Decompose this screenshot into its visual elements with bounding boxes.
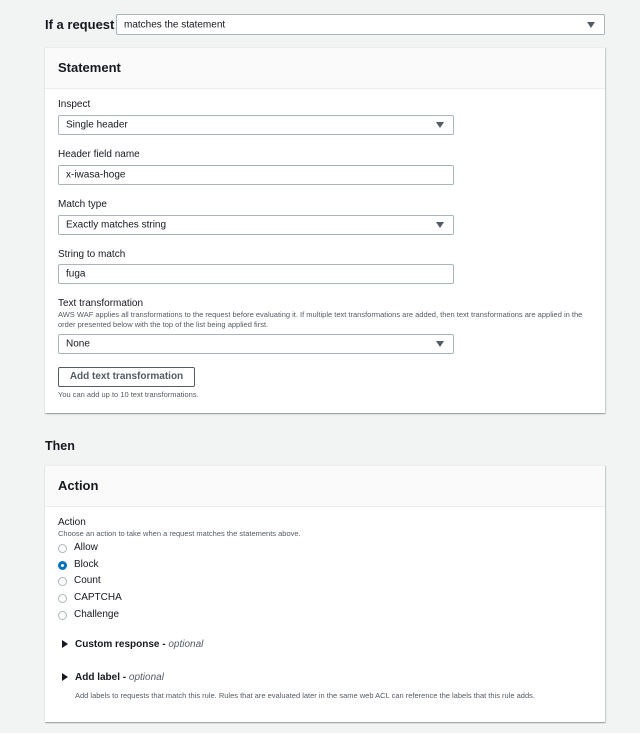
add-label-description: Add labels to requests that match this rule. Rules that are evaluated later in the same web ACL can reference the labels that this rule adds. [75, 691, 535, 700]
radio-label: Block [74, 559, 99, 570]
action-hint: Choose an action to take when a request matches the statements above. [58, 529, 301, 538]
header-field-value: x-iwasa-hoge [66, 169, 126, 181]
caret-down-icon [587, 22, 595, 28]
radio-button[interactable] [58, 611, 67, 620]
condition-label: If a request [45, 17, 115, 32]
add-transformation-hint: You can add up to 10 text transformations. [58, 390, 199, 399]
caret-right-icon [62, 673, 68, 681]
inspect-select-value: Single header [66, 119, 128, 131]
radio-label: Challenge [74, 609, 120, 620]
string-to-match-value: fuga [66, 268, 86, 280]
inspect-select[interactable] [58, 115, 454, 135]
text-transformation-value: None [66, 338, 90, 350]
match-type-select[interactable] [58, 215, 454, 235]
add-label-expander[interactable] [62, 672, 164, 683]
action-panel [45, 465, 605, 722]
radio-button[interactable] [58, 544, 67, 553]
add-text-transformation-button[interactable]: Add text transformation [58, 367, 195, 387]
header-field-label: Header field name [58, 149, 140, 160]
caret-down-icon [436, 122, 444, 128]
inspect-label: Inspect [58, 99, 91, 110]
custom-response-expander[interactable] [62, 639, 203, 650]
action-title: Action [45, 466, 605, 507]
radio-button-checked[interactable] [58, 561, 67, 570]
match-type-label: Match type [58, 199, 107, 210]
text-transformation-hint: AWS WAF applies all transformations to the request before evaluating it. If multiple text transformations are added, then text transformations are applied in the order presented below with the top of the list being applied first. [58, 310, 583, 329]
statement-panel [45, 47, 605, 413]
custom-response-title: Custom response - [75, 639, 169, 650]
add-label-title: Add label - [75, 672, 129, 683]
condition-select-value: matches the statement [124, 19, 226, 30]
radio-label: Count [74, 575, 101, 586]
then-heading: Then [45, 439, 75, 453]
action-label: Action [58, 517, 86, 528]
caret-right-icon [62, 640, 68, 648]
radio-label: Allow [74, 542, 98, 553]
condition-row [45, 14, 605, 36]
radio-button[interactable] [58, 577, 67, 586]
caret-down-icon [436, 222, 444, 228]
match-type-value: Exactly matches string [66, 219, 167, 231]
text-transformation-select[interactable] [58, 334, 454, 354]
radio-button[interactable] [58, 594, 67, 603]
text-transformation-label: Text transformation [58, 298, 144, 309]
custom-response-optional: optional [168, 639, 204, 650]
string-to-match-input[interactable] [58, 264, 454, 284]
string-to-match-label: String to match [58, 249, 126, 260]
caret-down-icon [436, 341, 444, 347]
radio-label: CAPTCHA [74, 592, 122, 603]
condition-select[interactable] [116, 14, 605, 35]
statement-title: Statement [45, 48, 605, 89]
add-label-optional: optional [128, 672, 164, 683]
header-field-input[interactable] [58, 165, 454, 185]
